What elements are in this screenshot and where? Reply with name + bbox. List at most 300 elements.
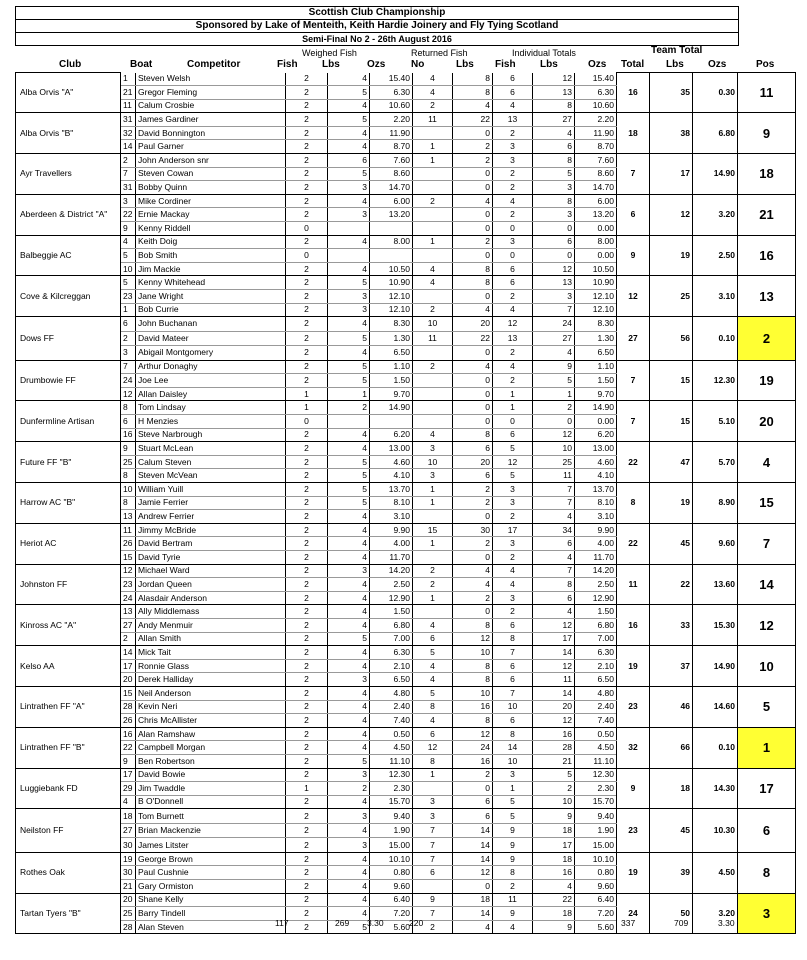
cell: 22 bbox=[121, 208, 136, 222]
cell: 13.20 bbox=[575, 208, 617, 222]
cell: H Menzies bbox=[136, 415, 286, 429]
cell: Brian Mackenzie bbox=[136, 823, 286, 838]
cell: 30 bbox=[121, 866, 136, 880]
table-row bbox=[16, 523, 796, 537]
cell: 28 bbox=[121, 700, 136, 714]
cell: 4.50 bbox=[575, 741, 617, 755]
cell: David Tyrie bbox=[136, 551, 286, 565]
cell: 4.10 bbox=[370, 469, 413, 483]
cell: 6.30 bbox=[370, 646, 413, 660]
col-ind-fish: Fish bbox=[495, 59, 516, 70]
team-lbs: 19 bbox=[650, 483, 693, 524]
cell: 3 bbox=[121, 194, 136, 208]
team-ozs: 14.90 bbox=[693, 154, 738, 195]
cell bbox=[413, 551, 453, 565]
cell: 20 bbox=[121, 893, 136, 907]
cell: 12.90 bbox=[575, 591, 617, 605]
cell: 4 bbox=[328, 194, 370, 208]
team-lbs: 17 bbox=[650, 154, 693, 195]
cell: 9 bbox=[121, 222, 136, 236]
cell: 2 bbox=[286, 235, 328, 249]
position-badge: 3 bbox=[738, 893, 796, 934]
cell: 9 bbox=[413, 893, 453, 907]
cell: 3 bbox=[493, 496, 533, 510]
cell: 0.80 bbox=[370, 866, 413, 880]
cell: 13.00 bbox=[370, 442, 413, 456]
cell: 12.10 bbox=[370, 303, 413, 317]
cell: 2 bbox=[413, 303, 453, 317]
cell: 6 bbox=[453, 795, 493, 809]
cell: 7 bbox=[413, 823, 453, 838]
cell: 28 bbox=[121, 920, 136, 934]
cell: 0 bbox=[533, 249, 575, 263]
cell: 8 bbox=[453, 714, 493, 728]
cell: 2 bbox=[286, 754, 328, 768]
cell: 2 bbox=[286, 496, 328, 510]
cell: 3 bbox=[533, 290, 575, 304]
cell: 3 bbox=[493, 768, 533, 782]
cell: 3 bbox=[493, 483, 533, 497]
cell: 22 bbox=[533, 893, 575, 907]
cell bbox=[413, 374, 453, 388]
cell: 5 bbox=[328, 754, 370, 768]
cell: 8 bbox=[453, 262, 493, 276]
cell: 3 bbox=[413, 469, 453, 483]
cell: 3 bbox=[533, 208, 575, 222]
cell: 7.20 bbox=[370, 907, 413, 921]
cell: 4 bbox=[533, 879, 575, 893]
cell: Steve Narbrough bbox=[136, 428, 286, 442]
cell: 3 bbox=[328, 290, 370, 304]
cell: 6.20 bbox=[575, 428, 617, 442]
cell: 9 bbox=[493, 838, 533, 853]
cell: 4 bbox=[121, 235, 136, 249]
cell: 2 bbox=[413, 99, 453, 113]
cell: 15.40 bbox=[370, 73, 413, 86]
col-team-lbs: Lbs bbox=[666, 59, 684, 70]
cell: 5 bbox=[328, 86, 370, 100]
cell: 2 bbox=[493, 290, 533, 304]
cell: 30 bbox=[121, 838, 136, 853]
cell: 4 bbox=[413, 262, 453, 276]
cell: 13 bbox=[493, 113, 533, 127]
cell: 0 bbox=[453, 415, 493, 429]
cell: 9 bbox=[533, 920, 575, 934]
cell: 6.50 bbox=[575, 346, 617, 361]
cell: 2 bbox=[453, 154, 493, 168]
cell: 2 bbox=[286, 194, 328, 208]
cell: 2 bbox=[453, 235, 493, 249]
cell: 0 bbox=[453, 208, 493, 222]
cell: 6 bbox=[493, 428, 533, 442]
cell: 7 bbox=[413, 838, 453, 853]
cell: 4 bbox=[328, 686, 370, 700]
cell: 8 bbox=[533, 154, 575, 168]
cell: 2 bbox=[413, 360, 453, 374]
cell: 11.10 bbox=[370, 754, 413, 768]
cell: 4 bbox=[413, 73, 453, 86]
cell: 12.30 bbox=[370, 768, 413, 782]
cell: Abigail Montgomery bbox=[136, 346, 286, 361]
cell: 4 bbox=[533, 126, 575, 140]
col-fish: Fish bbox=[277, 59, 298, 70]
cell: 4 bbox=[328, 537, 370, 551]
col-returned-no: No bbox=[411, 59, 425, 70]
cell: 5 bbox=[493, 469, 533, 483]
cell: 7.00 bbox=[575, 632, 617, 646]
team-lbs: 50 bbox=[650, 893, 693, 934]
cell: 26 bbox=[121, 537, 136, 551]
cell: 3 bbox=[493, 591, 533, 605]
table-row bbox=[16, 73, 796, 86]
team-lbs: 45 bbox=[650, 809, 693, 853]
team-total-header: Team Total bbox=[651, 45, 703, 56]
cell: 2 bbox=[453, 140, 493, 154]
cell: 15.40 bbox=[575, 73, 617, 86]
cell: 4.60 bbox=[370, 455, 413, 469]
cell: 2 bbox=[286, 374, 328, 388]
cell: 14.70 bbox=[575, 181, 617, 195]
cell: 14 bbox=[493, 741, 533, 755]
team-grand-lbs: 709 bbox=[674, 918, 689, 928]
cell: 4 bbox=[328, 852, 370, 866]
cell: 9.60 bbox=[370, 879, 413, 893]
total-fish: 117 bbox=[275, 918, 289, 928]
cell: 7.40 bbox=[575, 714, 617, 728]
cell: 2.30 bbox=[575, 782, 617, 796]
col-pos: Pos bbox=[756, 59, 775, 70]
cell: 4.10 bbox=[575, 469, 617, 483]
cell: 6.30 bbox=[370, 86, 413, 100]
cell: 5 bbox=[533, 768, 575, 782]
cell: 4 bbox=[413, 659, 453, 673]
cell: Gregor Fleming bbox=[136, 86, 286, 100]
cell: 7.00 bbox=[370, 632, 413, 646]
cell: 1.90 bbox=[575, 823, 617, 838]
cell: 0 bbox=[286, 222, 328, 236]
cell bbox=[413, 346, 453, 361]
cell: 4 bbox=[328, 591, 370, 605]
cell: 0 bbox=[453, 605, 493, 619]
returned-fish-header: Returned Fish bbox=[411, 48, 468, 58]
cell: 2 bbox=[286, 632, 328, 646]
cell: 6 bbox=[413, 632, 453, 646]
cell: 13 bbox=[533, 276, 575, 290]
cell: 1 bbox=[286, 401, 328, 415]
cell: 13 bbox=[493, 331, 533, 346]
cell: 12 bbox=[533, 428, 575, 442]
cell: 7 bbox=[413, 907, 453, 921]
cell: Andy Menmuir bbox=[136, 618, 286, 632]
cell: 2 bbox=[286, 852, 328, 866]
cell bbox=[413, 181, 453, 195]
cell: 0 bbox=[286, 415, 328, 429]
cell: 1 bbox=[413, 235, 453, 249]
table-row bbox=[16, 360, 796, 374]
cell: 22 bbox=[453, 331, 493, 346]
team-ozs: 14.60 bbox=[693, 686, 738, 727]
cell bbox=[370, 415, 413, 429]
cell: 8 bbox=[493, 866, 533, 880]
cell: 1 bbox=[413, 537, 453, 551]
cell: 4 bbox=[533, 551, 575, 565]
cell: 0 bbox=[533, 415, 575, 429]
cell: 2.10 bbox=[370, 659, 413, 673]
cell: 1.30 bbox=[575, 331, 617, 346]
cell: 6 bbox=[453, 442, 493, 456]
cell bbox=[413, 167, 453, 181]
cell: 2 bbox=[286, 455, 328, 469]
cell: 5 bbox=[121, 249, 136, 263]
cell: 24 bbox=[453, 741, 493, 755]
cell: 14.90 bbox=[370, 401, 413, 415]
cell: 9.90 bbox=[575, 523, 617, 537]
cell: 4 bbox=[328, 428, 370, 442]
team-ozs: 5.10 bbox=[693, 401, 738, 442]
cell: 5 bbox=[328, 455, 370, 469]
cell bbox=[413, 510, 453, 524]
cell: 20 bbox=[453, 455, 493, 469]
cell: 12 bbox=[413, 741, 453, 755]
cell: 2 bbox=[286, 741, 328, 755]
team-ozs: 13.60 bbox=[693, 564, 738, 605]
team-grand-ozs: 3.30 bbox=[718, 918, 735, 928]
cell: 10 bbox=[121, 262, 136, 276]
cell: 31 bbox=[121, 113, 136, 127]
total-lbs: 269 bbox=[335, 918, 350, 928]
cell: 7 bbox=[533, 303, 575, 317]
cell: Jamie Ferrier bbox=[136, 496, 286, 510]
cell: Jimmy McBride bbox=[136, 523, 286, 537]
cell: Mick Tait bbox=[136, 646, 286, 660]
club-name: Lintrathen FF "B" bbox=[16, 727, 121, 768]
cell bbox=[413, 415, 453, 429]
cell: 6 bbox=[413, 866, 453, 880]
sponsor-line: Sponsored by Lake of Menteith, Keith Hardie Joinery and Fly Tying Scotland bbox=[15, 19, 739, 32]
cell: Joe Lee bbox=[136, 374, 286, 388]
cell: 10 bbox=[453, 646, 493, 660]
cell: 34 bbox=[533, 523, 575, 537]
cell: 2 bbox=[286, 809, 328, 824]
cell: 4 bbox=[493, 564, 533, 578]
team-total: 9 bbox=[617, 235, 650, 276]
cell: Allan Daisley bbox=[136, 387, 286, 401]
cell: 8.30 bbox=[575, 317, 617, 332]
cell: Calum Crosbie bbox=[136, 99, 286, 113]
cell: 6 bbox=[328, 154, 370, 168]
table-row bbox=[16, 483, 796, 497]
team-ozs: 0.30 bbox=[693, 73, 738, 113]
cell: 0.50 bbox=[575, 727, 617, 741]
cell: 4 bbox=[413, 86, 453, 100]
cell: 4 bbox=[493, 920, 533, 934]
cell: 1 bbox=[413, 140, 453, 154]
cell: 10.60 bbox=[575, 99, 617, 113]
cell: 8 bbox=[533, 99, 575, 113]
position-badge: 12 bbox=[738, 605, 796, 646]
cell: 8 bbox=[453, 673, 493, 687]
cell: 0 bbox=[453, 551, 493, 565]
cell: 2.40 bbox=[370, 700, 413, 714]
team-total: 24 bbox=[617, 893, 650, 934]
cell: 7 bbox=[533, 564, 575, 578]
cell: 16 bbox=[121, 428, 136, 442]
position-badge: 10 bbox=[738, 646, 796, 687]
table-row bbox=[16, 235, 796, 249]
cell: 11.90 bbox=[575, 126, 617, 140]
cell: 0.00 bbox=[575, 249, 617, 263]
cell: 0 bbox=[533, 222, 575, 236]
cell: 5 bbox=[121, 276, 136, 290]
cell: 18 bbox=[453, 893, 493, 907]
cell: 3 bbox=[493, 537, 533, 551]
cell: 6.30 bbox=[575, 646, 617, 660]
cell: 6.40 bbox=[370, 893, 413, 907]
cell: 9 bbox=[121, 442, 136, 456]
cell: 9.90 bbox=[370, 523, 413, 537]
cell: 4 bbox=[493, 578, 533, 592]
team-total: 7 bbox=[617, 401, 650, 442]
cell: 7 bbox=[533, 483, 575, 497]
team-total: 7 bbox=[617, 154, 650, 195]
cell: 8 bbox=[453, 276, 493, 290]
cell: 12.10 bbox=[575, 303, 617, 317]
team-total: 11 bbox=[617, 564, 650, 605]
cell: 2 bbox=[286, 591, 328, 605]
cell: 1.50 bbox=[575, 605, 617, 619]
position-badge: 21 bbox=[738, 194, 796, 235]
cell: Alasdair Anderson bbox=[136, 591, 286, 605]
team-lbs: 15 bbox=[650, 360, 693, 401]
cell: 8 bbox=[453, 659, 493, 673]
cell bbox=[413, 126, 453, 140]
cell: 5 bbox=[328, 469, 370, 483]
cell: 2 bbox=[286, 510, 328, 524]
cell: 9.70 bbox=[370, 387, 413, 401]
cell: 3 bbox=[413, 795, 453, 809]
team-total: 23 bbox=[617, 809, 650, 853]
team-total: 7 bbox=[617, 360, 650, 401]
cell: 3 bbox=[413, 442, 453, 456]
cell: Bobby Quinn bbox=[136, 181, 286, 195]
col-ind-lbs: Lbs bbox=[540, 59, 558, 70]
cell: 1 bbox=[286, 782, 328, 796]
team-ozs: 10.30 bbox=[693, 809, 738, 853]
team-lbs: 35 bbox=[650, 73, 693, 113]
cell: Tom Burnett bbox=[136, 809, 286, 824]
position-badge: 15 bbox=[738, 483, 796, 524]
cell: 3 bbox=[413, 809, 453, 824]
cell: Ernie Mackay bbox=[136, 208, 286, 222]
cell: 4 bbox=[413, 276, 453, 290]
team-ozs: 3.10 bbox=[693, 276, 738, 317]
position-badge: 13 bbox=[738, 276, 796, 317]
cell: 8 bbox=[453, 73, 493, 86]
cell: 8.70 bbox=[575, 140, 617, 154]
cell bbox=[413, 605, 453, 619]
team-lbs: 12 bbox=[650, 194, 693, 235]
cell: 1 bbox=[286, 387, 328, 401]
cell: 15.00 bbox=[370, 838, 413, 853]
cell: 5 bbox=[328, 632, 370, 646]
cell: 7.40 bbox=[370, 714, 413, 728]
cell: 3 bbox=[493, 235, 533, 249]
position-badge: 17 bbox=[738, 768, 796, 809]
cell: 6 bbox=[121, 415, 136, 429]
cell: 4 bbox=[328, 741, 370, 755]
cell: 2 bbox=[286, 331, 328, 346]
cell: 6.00 bbox=[370, 194, 413, 208]
cell: 27 bbox=[533, 113, 575, 127]
cell: 3 bbox=[121, 346, 136, 361]
cell: Kevin Neri bbox=[136, 700, 286, 714]
cell: 1 bbox=[493, 401, 533, 415]
cell: 5 bbox=[328, 331, 370, 346]
position-badge: 18 bbox=[738, 154, 796, 195]
cell: 2 bbox=[286, 618, 328, 632]
cell: 12 bbox=[453, 632, 493, 646]
cell: 9 bbox=[121, 754, 136, 768]
cell: 10 bbox=[493, 754, 533, 768]
cell bbox=[413, 387, 453, 401]
position-badge: 14 bbox=[738, 564, 796, 605]
cell bbox=[328, 249, 370, 263]
cell bbox=[370, 249, 413, 263]
cell: 4 bbox=[328, 714, 370, 728]
cell: 2 bbox=[286, 673, 328, 687]
cell: 14 bbox=[533, 686, 575, 700]
col-returned-lbs: Lbs bbox=[456, 59, 474, 70]
cell: 8.00 bbox=[575, 235, 617, 249]
cell: 2 bbox=[286, 659, 328, 673]
team-total: 9 bbox=[617, 768, 650, 809]
cell: 1 bbox=[121, 303, 136, 317]
cell: 13 bbox=[533, 86, 575, 100]
cell: 4 bbox=[328, 727, 370, 741]
cell: 2 bbox=[286, 866, 328, 880]
team-lbs: 33 bbox=[650, 605, 693, 646]
cell bbox=[413, 401, 453, 415]
cell: 4 bbox=[453, 920, 493, 934]
cell: 4 bbox=[328, 893, 370, 907]
cell: 1.50 bbox=[575, 374, 617, 388]
table-row bbox=[16, 113, 796, 127]
cell: 16 bbox=[533, 727, 575, 741]
cell: 11 bbox=[413, 113, 453, 127]
cell: 0 bbox=[453, 401, 493, 415]
cell: 7.20 bbox=[575, 907, 617, 921]
cell: 15 bbox=[413, 523, 453, 537]
cell: 1.50 bbox=[370, 374, 413, 388]
cell: 4 bbox=[328, 126, 370, 140]
cell: 24 bbox=[121, 374, 136, 388]
cell: 11 bbox=[121, 99, 136, 113]
table-row bbox=[16, 768, 796, 782]
cell: 2 bbox=[286, 578, 328, 592]
cell: 2 bbox=[286, 73, 328, 86]
cell: 2 bbox=[286, 537, 328, 551]
cell: 6 bbox=[533, 591, 575, 605]
cell: 4.00 bbox=[370, 537, 413, 551]
cell: 4 bbox=[328, 99, 370, 113]
cell: 12.10 bbox=[575, 290, 617, 304]
col-team-total: Total bbox=[621, 59, 645, 70]
cell: 4 bbox=[413, 714, 453, 728]
cell: 11 bbox=[493, 893, 533, 907]
cell: 0.50 bbox=[370, 727, 413, 741]
cell: 6 bbox=[533, 235, 575, 249]
cell: 4 bbox=[328, 510, 370, 524]
